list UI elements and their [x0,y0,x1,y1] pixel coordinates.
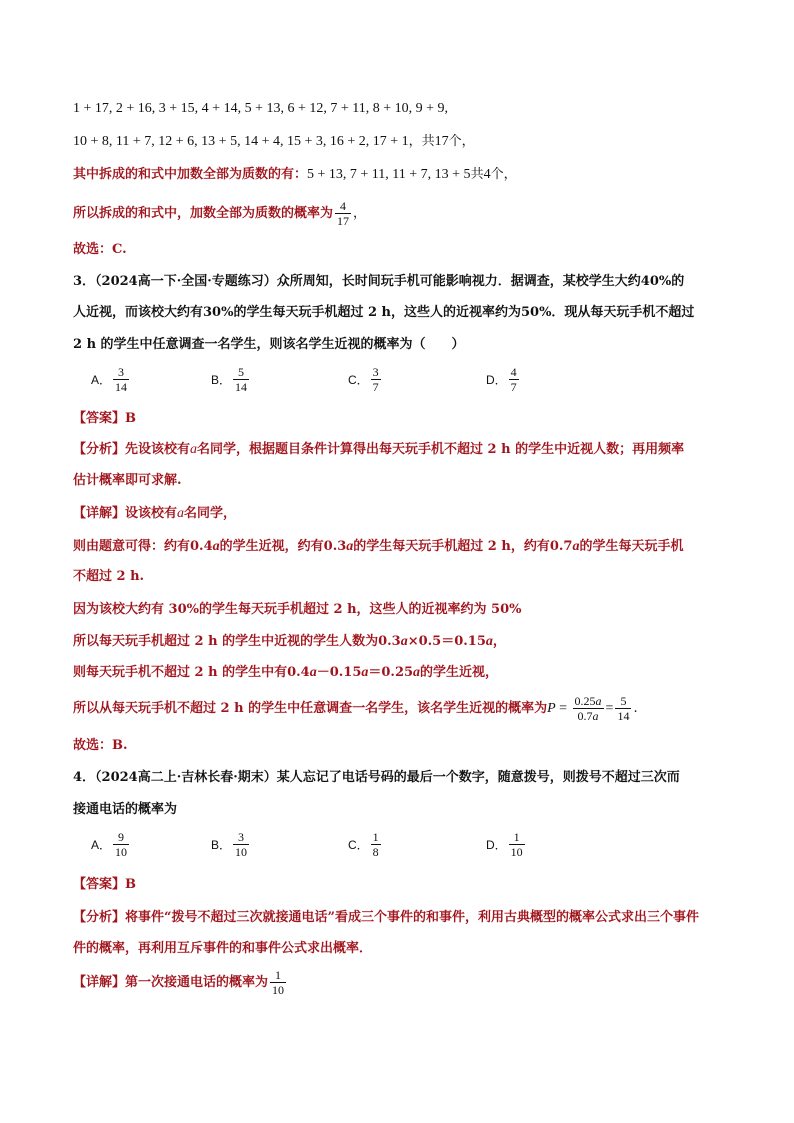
q4-option-b[interactable]: B． $\frac{3}{10}$ [211,830,248,859]
q3-stem-line-2: 人近视，而该校大约有30%的学生每天玩手机超过 2 h，这些人的近视率约为50%．现从每天玩手机不超过 [73,305,695,320]
q3-option-b[interactable]: B． $\frac{5}{14}$ [211,365,248,394]
q4-detail-line-1: 【详解】第一次接通电话的概率为 $\frac{1}{10}$ [73,968,285,997]
q4-option-d[interactable]: D． $\frac{1}{10}$ [486,830,523,859]
fraction-025a-07a: $\frac{0.25a}{0.7a}$ [574,694,602,723]
q4-analysis-line-2: 件的概率，再利用互斥事件的和事件公式求出概率． [73,941,373,956]
q4-option-c[interactable]: C． $\frac{1}{8}$ [348,830,379,859]
q3-stem-line-3: 2 h 的学生中任意调查一名学生，则该名学生近视的概率为（ ） [73,337,465,352]
q3-detail-line-7: 所以从每天玩手机不超过 2 h 的学生中任意调查一名学生，该名学生近视的概率为P = $\frac{0.25a}{0.7a}$ = $\frac{5}{14}$ . [73,694,638,723]
q3-option-a[interactable]: A． $\frac{3}{14}$ [91,365,128,394]
q4-stem-line-2: 接通电话的概率为 [73,802,178,817]
probability-line: 所以拆成的和式中，加数全部为质数的概率为 $\frac{4}{17}$ ， [73,199,367,228]
q3-option-c[interactable]: C． $\frac{3}{7}$ [348,365,379,394]
q3-detail-line-5: 所以每天玩手机超过 2 h 的学生中近视的学生人数为0.3a×0.5＝0.15a， [73,634,506,649]
q4-option-a[interactable]: A． $\frac{9}{10}$ [91,830,128,859]
q3-detail-line-4: 因为该校大约有 30%的学生每天玩手机超过 2 h，这些人的近视率约为 50% [73,602,522,617]
prime-sum-line: 其中拆成的和式中加数全部为质数的有：5 + 13, 7 + 11, 11 + 7, 13 + 5共4个， [73,167,517,182]
fraction-1-10: $\frac{1}{10}$ [272,968,285,997]
sum-list-line-2: 10 + 8, 11 + 7, 12 + 6, 13 + 5, 14 + 4, 15 + 3, 16 + 2, 17 + 1，共17个， [73,134,475,149]
q3-analysis-line-2: 估计概率即可求解. [73,473,182,488]
sum-list-line-1: 1 + 17, 2 + 16, 3 + 15, 4 + 14, 5 + 13, 6 + 12, 7 + 11, 8 + 10, 9 + 9, [73,101,449,116]
fraction-4-17: $\frac{4}{17}$ [337,199,350,228]
q3-detail-line-3: 不超过 2 h. [73,569,145,584]
q3-final: 故选：B. [73,738,128,753]
q3-option-d[interactable]: D． $\frac{4}{7}$ [486,365,517,394]
q3-analysis-line-1: 【分析】先设该校有a名同学，根据题目条件计算得出每天玩手机不超过 2 h 的学生中近视人数；再用频率 [73,442,685,457]
q3-detail-line-2: 则由题意可得：约有0.4a的学生近视，约有0.3a的学生每天玩手机超过 2 h，约有0.7a的学生每天玩手机 [73,539,684,554]
q3-answer: 【答案】B [73,411,137,426]
q4-stem-line-1: 4．（2024高二上·吉林长春·期末）某人忘记了电话号码的最后一个数字，随意拨号，则拨号不超过三次而 [73,770,680,785]
q3-detail-line-6: 则每天玩手机不超过 2 h 的学生中有0.4a－0.15a＝0.25a的学生近视， [73,665,499,680]
q3-detail-line-1: 【详解】设该校有a名同学， [73,506,237,521]
q3-stem-line-1: 3．（2024高一下·全国·专题练习）众所周知，长时间玩手机可能影响视力．据调查，某校学生大约40%的 [73,274,685,289]
choose-c-line: 故选：C. [73,242,127,257]
q4-answer: 【答案】B [73,877,137,892]
fraction-5-14: $\frac{5}{14}$ [617,694,630,723]
q4-analysis-line-1: 【分析】将事件“拨号不超过三次就接通电话”看成三个事件的和事件，利用古典概型的概率公式求出三个事件 [73,910,699,925]
